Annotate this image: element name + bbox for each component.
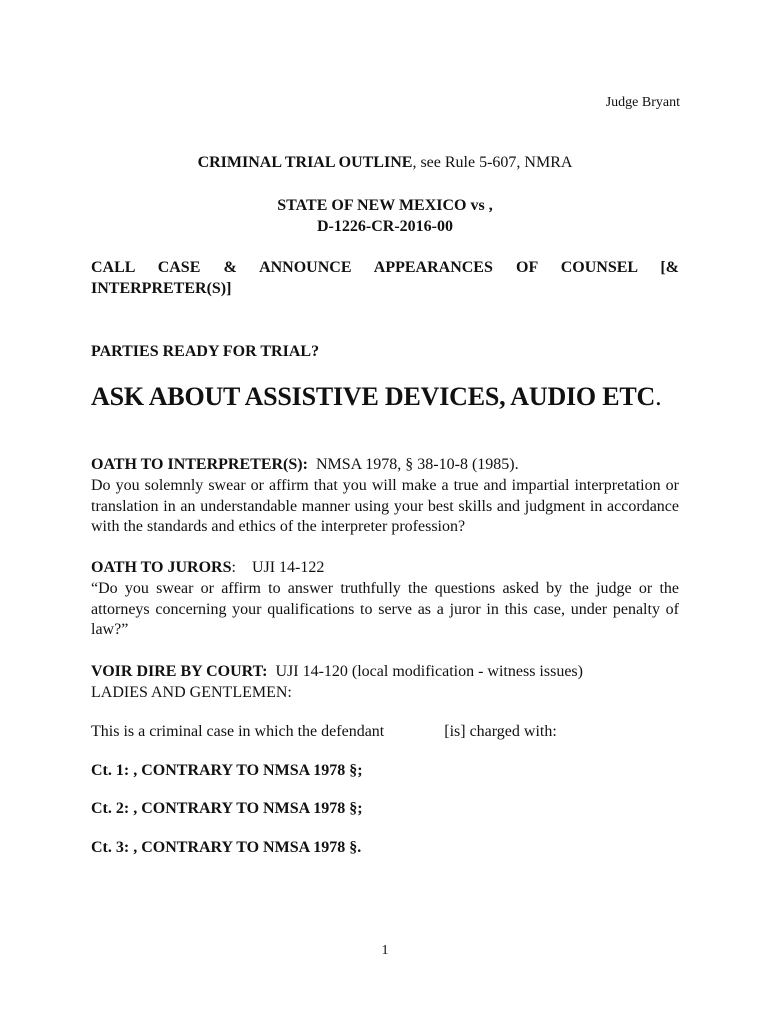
oath-jurors-heading: OATH TO JURORS xyxy=(91,559,232,576)
assistive-devices-text: ASK ABOUT ASSISTIVE DEVICES, AUDIO ETC xyxy=(91,382,656,411)
charge-intro-before: This is a criminal case in which the defendant xyxy=(91,723,385,740)
call-case-line-1: CALL CASE & ANNOUNCE APPEARANCES OF COUNSEL [& xyxy=(91,259,679,276)
count-2: Ct. 2: , CONTRARY TO NMSA 1978 §; xyxy=(91,800,363,817)
charge-intro xyxy=(91,722,679,743)
voir-dire-citation: UJI 14-120 (local modification - witness issues) xyxy=(275,663,583,680)
title-bold: CRIMINAL TRIAL OUTLINE xyxy=(197,154,413,171)
oath-jurors-citation: UJI 14-122 xyxy=(251,559,325,576)
oath-interpreter-body: Do you solemnly swear or affirm that you will make a true and impartial interpretation or translation in an understandable manner using your best skills and judgment in accordance with the standards and ethics of the interpreter profession? xyxy=(91,476,679,536)
oath-interpreter-heading: OATH TO INTERPRETER(S): xyxy=(91,456,308,473)
judge-name: Judge Bryant xyxy=(605,95,680,110)
count-1: Ct. 1: , CONTRARY TO NMSA 1978 §; xyxy=(91,762,363,779)
document-title xyxy=(91,153,679,174)
parties-ready: PARTIES READY FOR TRIAL? xyxy=(91,343,320,360)
assistive-devices-period: . xyxy=(655,382,662,411)
charge-intro-after: [is] charged with: xyxy=(444,723,557,740)
title-rule-reference: , see Rule 5-607, NMRA xyxy=(412,154,573,171)
oath-jurors-body: “Do you swear or affirm to answer truthfully the questions asked by the judge or the attorneys concerning your qualifications to serve as a juror in this case, under penalty of law?” xyxy=(91,579,679,639)
voir-dire-heading: VOIR DIRE BY COURT: xyxy=(91,663,268,680)
call-case-line-2: INTERPRETER(S)] xyxy=(91,279,232,297)
oath-interpreter-heading-line xyxy=(91,455,679,476)
case-number: D-1226-CR-2016-00 xyxy=(317,217,453,235)
case-caption xyxy=(91,196,679,238)
assistive-devices-heading xyxy=(91,381,679,413)
oath-jurors-colon: : xyxy=(231,559,236,576)
page-number: 1 xyxy=(381,943,389,958)
voir-dire-heading-line xyxy=(91,662,679,683)
oath-jurors-section xyxy=(91,558,679,641)
count-3: Ct. 3: , CONTRARY TO NMSA 1978 §. xyxy=(91,839,362,856)
voir-dire-address: LADIES AND GENTLEMEN: xyxy=(91,683,292,701)
call-case-section xyxy=(91,258,679,300)
oath-interpreter-section xyxy=(91,455,679,538)
oath-interpreter-citation: NMSA 1978, § 38-10-8 (1985). xyxy=(315,456,519,473)
voir-dire-section xyxy=(91,662,679,704)
oath-jurors-heading-line xyxy=(91,558,679,579)
case-parties: STATE OF NEW MEXICO vs , xyxy=(277,197,493,214)
